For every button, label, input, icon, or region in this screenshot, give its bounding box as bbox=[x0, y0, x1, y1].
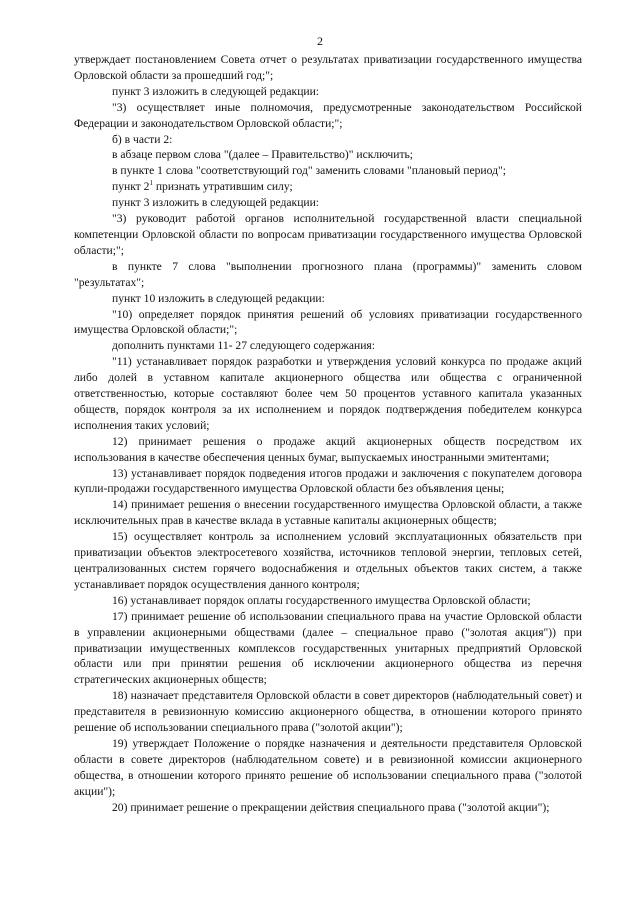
superscript: 1 bbox=[149, 179, 153, 188]
paragraph: в абзаце первом слова "(далее – Правительство)" исключить; bbox=[112, 148, 414, 162]
paragraph: "3) осуществляет иные полномочия, предусмотренные законодательством Российской Федерации и законодательством Орловской области;"; bbox=[74, 100, 582, 130]
paragraph: 16) устанавливает порядок оплаты государственного имущества Орловской области; bbox=[112, 593, 531, 607]
paragraph: 18) назначает представителя Орловской области в совет директоров (наблюдательный совет) и представителя в ревизионную комиссию акционерного общества, в отношении которого принято решение об использовании специального права ("золотой акции"); bbox=[74, 689, 582, 735]
document-body bbox=[74, 52, 582, 816]
paragraph: "10) определяет порядок принятия решений об условиях приватизации государственного имущества Орловской области;"; bbox=[74, 307, 582, 337]
paragraph: в пункте 7 слова "выполнении прогнозного плана (программы)" заменить словом "результатах"; bbox=[74, 259, 582, 289]
paragraph: утверждает постановлением Совета отчет о результатах приватизации государственного имущества Орловской области за прошедший год;"; bbox=[74, 53, 582, 82]
page-number: 2 bbox=[317, 34, 323, 48]
paragraph: "11) устанавливает порядок разработки и утверждения условий конкурса по продаже акций либо долей в уставном капитале акционерного общества или общества с ограниченной ответственностью, которые составляют более чем 50 процентов уставного капитала указанных обществ, порядок контроля за их исполнением и порядок подтверждения победителем конкурса исполнения таких условий; bbox=[74, 355, 582, 432]
paragraph: пункт 3 изложить в следующей редакции: bbox=[112, 196, 320, 210]
paragraph-text: пункт 2 bbox=[112, 180, 150, 194]
paragraph: 19) утверждает Положение о порядке назначения и деятельности представителя Орловской области в совете директоров (наблюдательном совете) и в ревизионной комиссии акционерного общества, в отношении которого принято решение об использовании специального права ("золотой акции"); bbox=[74, 736, 582, 798]
paragraph: 13) устанавливает порядок подведения итогов продажи и заключения с покупателем договора купли-продажи государственного имущества Орловской области без объявления цены; bbox=[74, 466, 582, 496]
paragraph: в пункте 1 слова "соответствующий год" заменить словами "плановый период"; bbox=[112, 164, 506, 178]
paragraph bbox=[74, 179, 582, 195]
paragraph: пункт 10 изложить в следующей редакции: bbox=[112, 291, 325, 305]
paragraph: б) в части 2: bbox=[112, 132, 173, 146]
paragraph: дополнить пунктами 11- 27 следующего содержания: bbox=[112, 339, 375, 353]
paragraph: 14) принимает решения о внесении государственного имущества Орловской области, а также исключительных прав в качестве вклада в уставные капиталы акционерных обществ; bbox=[74, 498, 582, 528]
paragraph: "3) руководит работой органов исполнительной государственной власти специальной компетенции Орловской области по вопросам приватизации государственного имущества Орловской области;"; bbox=[74, 212, 582, 257]
paragraph: 20) принимает решение о прекращении действия специального права ("золотой акции"); bbox=[112, 800, 550, 814]
paragraph: 12) принимает решения о продаже акций акционерных обществ посредством их использования в качестве обеспечения ценных бумаг, выпускаемых иностранными эмитентами; bbox=[74, 434, 582, 464]
paragraph: пункт 3 изложить в следующей редакции: bbox=[112, 84, 320, 98]
paragraph: 15) осуществляет контроль за исполнением условий эксплуатационных обязательств при приватизации объектов электросетевого хозяйства, источников тепловой энергии, тепловых сетей, централизованных систем горячего водоснабжения и отдельных объектов таких систем, а также устанавливает порядок осуществления данного контроля; bbox=[74, 530, 582, 591]
paragraph: 17) принимает решение об использовании специального права на участие Орловской области в управлении акционерными обществами (далее – специальное право ("золотая акция")) при приватизации имущественных комплексов государственных унитарных предприятий Орловской области или при принятии решения об исключении акционерного общества из перечня стратегических акционерных обществ; bbox=[74, 609, 582, 687]
paragraph-text: признать утратившим силу; bbox=[152, 180, 293, 194]
